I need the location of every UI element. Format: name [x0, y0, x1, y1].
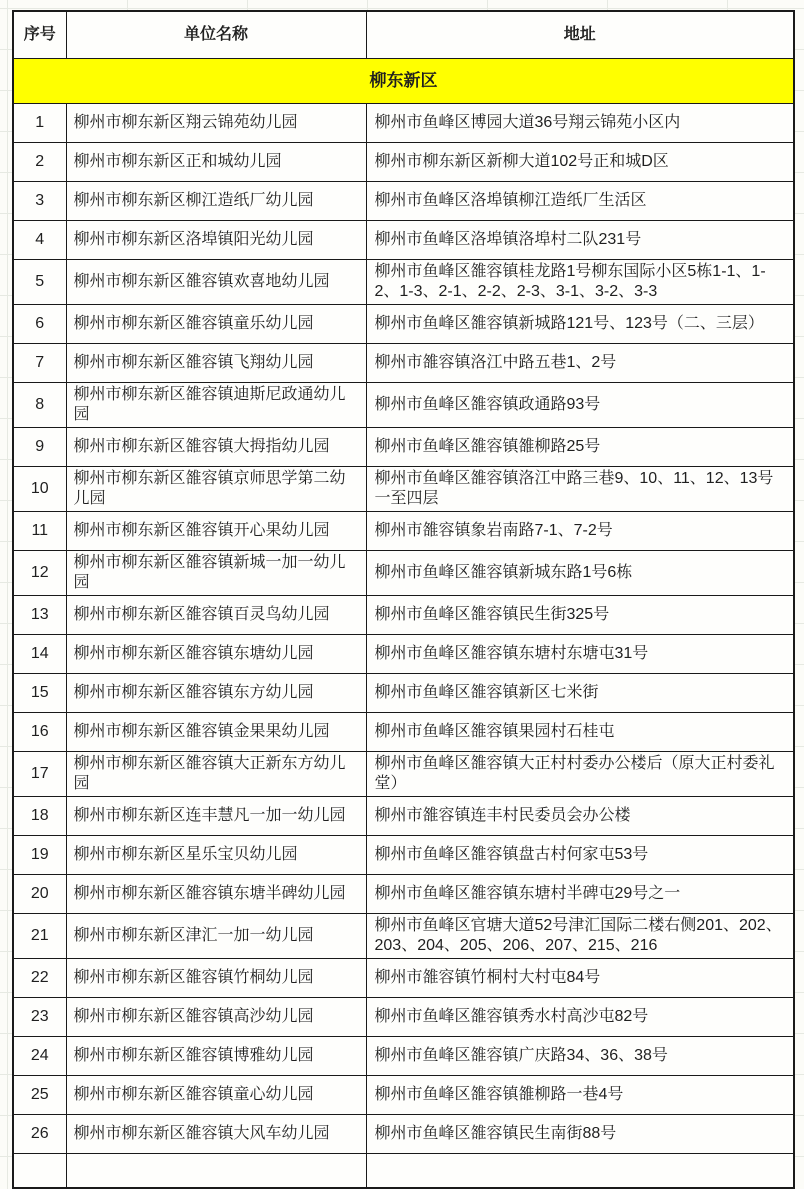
table-row — [13, 344, 794, 383]
table-row — [13, 998, 794, 1037]
empty-row — [13, 1154, 794, 1188]
address-cell: 柳州市鱼峰区雒容镇广庆路34、36、38号 — [366, 1037, 794, 1076]
table-row — [13, 1076, 794, 1115]
section-title: 柳东新区 — [13, 59, 794, 104]
unit-name-cell: 柳州市柳东新区雒容镇童心幼儿园 — [66, 1076, 366, 1115]
seq-cell: 3 — [13, 182, 66, 221]
table-row — [13, 752, 794, 797]
column-header-unit-name: 单位名称 — [66, 11, 366, 59]
seq-cell: 25 — [13, 1076, 66, 1115]
seq-cell: 20 — [13, 875, 66, 914]
table-row — [13, 143, 794, 182]
unit-name-cell: 柳州市柳东新区雒容镇童乐幼儿园 — [66, 305, 366, 344]
address-cell: 柳州市鱼峰区雒容镇民生南街88号 — [366, 1115, 794, 1154]
seq-cell: 7 — [13, 344, 66, 383]
unit-name-cell: 柳州市柳东新区雒容镇开心果幼儿园 — [66, 512, 366, 551]
seq-cell: 21 — [13, 914, 66, 959]
unit-name-cell: 柳州市柳东新区连丰慧凡一加一幼儿园 — [66, 797, 366, 836]
seq-cell: 13 — [13, 596, 66, 635]
empty-seq-cell — [13, 1154, 66, 1188]
table-row — [13, 914, 794, 959]
seq-cell: 5 — [13, 260, 66, 305]
address-cell: 柳州市鱼峰区雒容镇东塘村半碑屯29号之一 — [366, 875, 794, 914]
address-cell: 柳州市雒容镇连丰村民委员会办公楼 — [366, 797, 794, 836]
address-cell: 柳州市鱼峰区雒容镇桂龙路1号柳东国际小区5栋1-1、1-2、1-3、2-1、2-2、2-3、3-1、3-2、3-3 — [366, 260, 794, 305]
unit-name-cell: 柳州市柳东新区雒容镇新城一加一幼儿园 — [66, 551, 366, 596]
unit-name-cell: 柳州市柳东新区雒容镇金果果幼儿园 — [66, 713, 366, 752]
address-cell: 柳州市雒容镇洛江中路五巷1、2号 — [366, 344, 794, 383]
address-cell: 柳州市鱼峰区雒容镇新城路121号、123号（二、三层） — [366, 305, 794, 344]
address-cell: 柳州市鱼峰区雒容镇政通路93号 — [366, 383, 794, 428]
seq-cell: 17 — [13, 752, 66, 797]
unit-name-cell: 柳州市柳东新区雒容镇欢喜地幼儿园 — [66, 260, 366, 305]
unit-name-cell: 柳州市柳东新区雒容镇高沙幼儿园 — [66, 998, 366, 1037]
empty-address-cell — [366, 1154, 794, 1188]
unit-name-cell: 柳州市柳东新区雒容镇百灵鸟幼儿园 — [66, 596, 366, 635]
address-cell: 柳州市鱼峰区洛埠镇洛埠村二队231号 — [366, 221, 794, 260]
unit-name-cell: 柳州市柳东新区柳江造纸厂幼儿园 — [66, 182, 366, 221]
address-cell: 柳州市柳东新区新柳大道102号正和城D区 — [366, 143, 794, 182]
address-cell: 柳州市鱼峰区官塘大道52号津汇国际二楼右侧201、202、203、204、205、206、207、215、216 — [366, 914, 794, 959]
table-row — [13, 182, 794, 221]
seq-cell: 22 — [13, 959, 66, 998]
address-cell: 柳州市雒容镇象岩南路7-1、7-2号 — [366, 512, 794, 551]
column-header-address: 地址 — [366, 11, 794, 59]
seq-cell: 8 — [13, 383, 66, 428]
seq-cell: 12 — [13, 551, 66, 596]
table-row — [13, 1037, 794, 1076]
unit-name-cell: 柳州市柳东新区雒容镇迪斯尼政通幼儿园 — [66, 383, 366, 428]
unit-name-cell: 柳州市柳东新区雒容镇京师思学第二幼儿园 — [66, 467, 366, 512]
seq-cell: 24 — [13, 1037, 66, 1076]
seq-cell: 11 — [13, 512, 66, 551]
unit-name-cell: 柳州市柳东新区正和城幼儿园 — [66, 143, 366, 182]
seq-cell: 15 — [13, 674, 66, 713]
address-cell: 柳州市鱼峰区雒容镇秀水村高沙屯82号 — [366, 998, 794, 1037]
table-row — [13, 551, 794, 596]
address-cell: 柳州市鱼峰区雒容镇民生街325号 — [366, 596, 794, 635]
seq-cell: 26 — [13, 1115, 66, 1154]
table-row — [13, 383, 794, 428]
unit-name-cell: 柳州市柳东新区雒容镇飞翔幼儿园 — [66, 344, 366, 383]
seq-cell: 23 — [13, 998, 66, 1037]
seq-cell: 2 — [13, 143, 66, 182]
address-cell: 柳州市鱼峰区雒容镇新区七米街 — [366, 674, 794, 713]
seq-cell: 16 — [13, 713, 66, 752]
unit-name-cell: 柳州市柳东新区雒容镇大正新东方幼儿园 — [66, 752, 366, 797]
table-row — [13, 836, 794, 875]
table-row — [13, 467, 794, 512]
table-row — [13, 713, 794, 752]
table-row — [13, 635, 794, 674]
table-row — [13, 674, 794, 713]
unit-name-cell: 柳州市柳东新区雒容镇东塘半碑幼儿园 — [66, 875, 366, 914]
address-cell: 柳州市雒容镇竹桐村大村屯84号 — [366, 959, 794, 998]
table-row — [13, 104, 794, 143]
table-row — [13, 428, 794, 467]
table-row — [13, 512, 794, 551]
address-cell: 柳州市鱼峰区雒容镇雒柳路一巷4号 — [366, 1076, 794, 1115]
address-cell: 柳州市鱼峰区雒容镇东塘村东塘屯31号 — [366, 635, 794, 674]
unit-name-cell: 柳州市柳东新区雒容镇大拇指幼儿园 — [66, 428, 366, 467]
unit-name-cell: 柳州市柳东新区雒容镇博雅幼儿园 — [66, 1037, 366, 1076]
address-cell: 柳州市鱼峰区博园大道36号翔云锦苑小区内 — [366, 104, 794, 143]
seq-cell: 10 — [13, 467, 66, 512]
unit-name-cell: 柳州市柳东新区洛埠镇阳光幼儿园 — [66, 221, 366, 260]
address-cell: 柳州市鱼峰区洛埠镇柳江造纸厂生活区 — [366, 182, 794, 221]
seq-cell: 18 — [13, 797, 66, 836]
seq-cell: 1 — [13, 104, 66, 143]
unit-name-cell: 柳州市柳东新区雒容镇竹桐幼儿园 — [66, 959, 366, 998]
address-cell: 柳州市鱼峰区雒容镇雒柳路25号 — [366, 428, 794, 467]
header-row — [13, 11, 794, 59]
table-row — [13, 797, 794, 836]
unit-name-cell: 柳州市柳东新区雒容镇东塘幼儿园 — [66, 635, 366, 674]
address-cell: 柳州市鱼峰区雒容镇新城东路1号6栋 — [366, 551, 794, 596]
unit-name-cell: 柳州市柳东新区雒容镇东方幼儿园 — [66, 674, 366, 713]
section-banner-row — [13, 59, 794, 104]
table-row — [13, 260, 794, 305]
table-row — [13, 1115, 794, 1154]
table-row — [13, 959, 794, 998]
seq-cell: 14 — [13, 635, 66, 674]
kindergarten-address-table — [12, 10, 795, 1189]
unit-name-cell: 柳州市柳东新区雒容镇大风车幼儿园 — [66, 1115, 366, 1154]
seq-cell: 19 — [13, 836, 66, 875]
table-row — [13, 596, 794, 635]
unit-name-cell: 柳州市柳东新区津汇一加一幼儿园 — [66, 914, 366, 959]
address-cell: 柳州市鱼峰区雒容镇大正村村委办公楼后（原大正村委礼堂） — [366, 752, 794, 797]
seq-cell: 6 — [13, 305, 66, 344]
address-cell: 柳州市鱼峰区雒容镇果园村石桂屯 — [366, 713, 794, 752]
seq-cell: 9 — [13, 428, 66, 467]
empty-name-cell — [66, 1154, 366, 1188]
address-cell: 柳州市鱼峰区雒容镇洛江中路三巷9、10、11、12、13号一至四层 — [366, 467, 794, 512]
table-row — [13, 305, 794, 344]
address-cell: 柳州市鱼峰区雒容镇盘古村何家屯53号 — [366, 836, 794, 875]
table-row — [13, 875, 794, 914]
seq-cell: 4 — [13, 221, 66, 260]
column-header-seq: 序号 — [13, 11, 66, 59]
unit-name-cell: 柳州市柳东新区翔云锦苑幼儿园 — [66, 104, 366, 143]
table-row — [13, 221, 794, 260]
unit-name-cell: 柳州市柳东新区星乐宝贝幼儿园 — [66, 836, 366, 875]
